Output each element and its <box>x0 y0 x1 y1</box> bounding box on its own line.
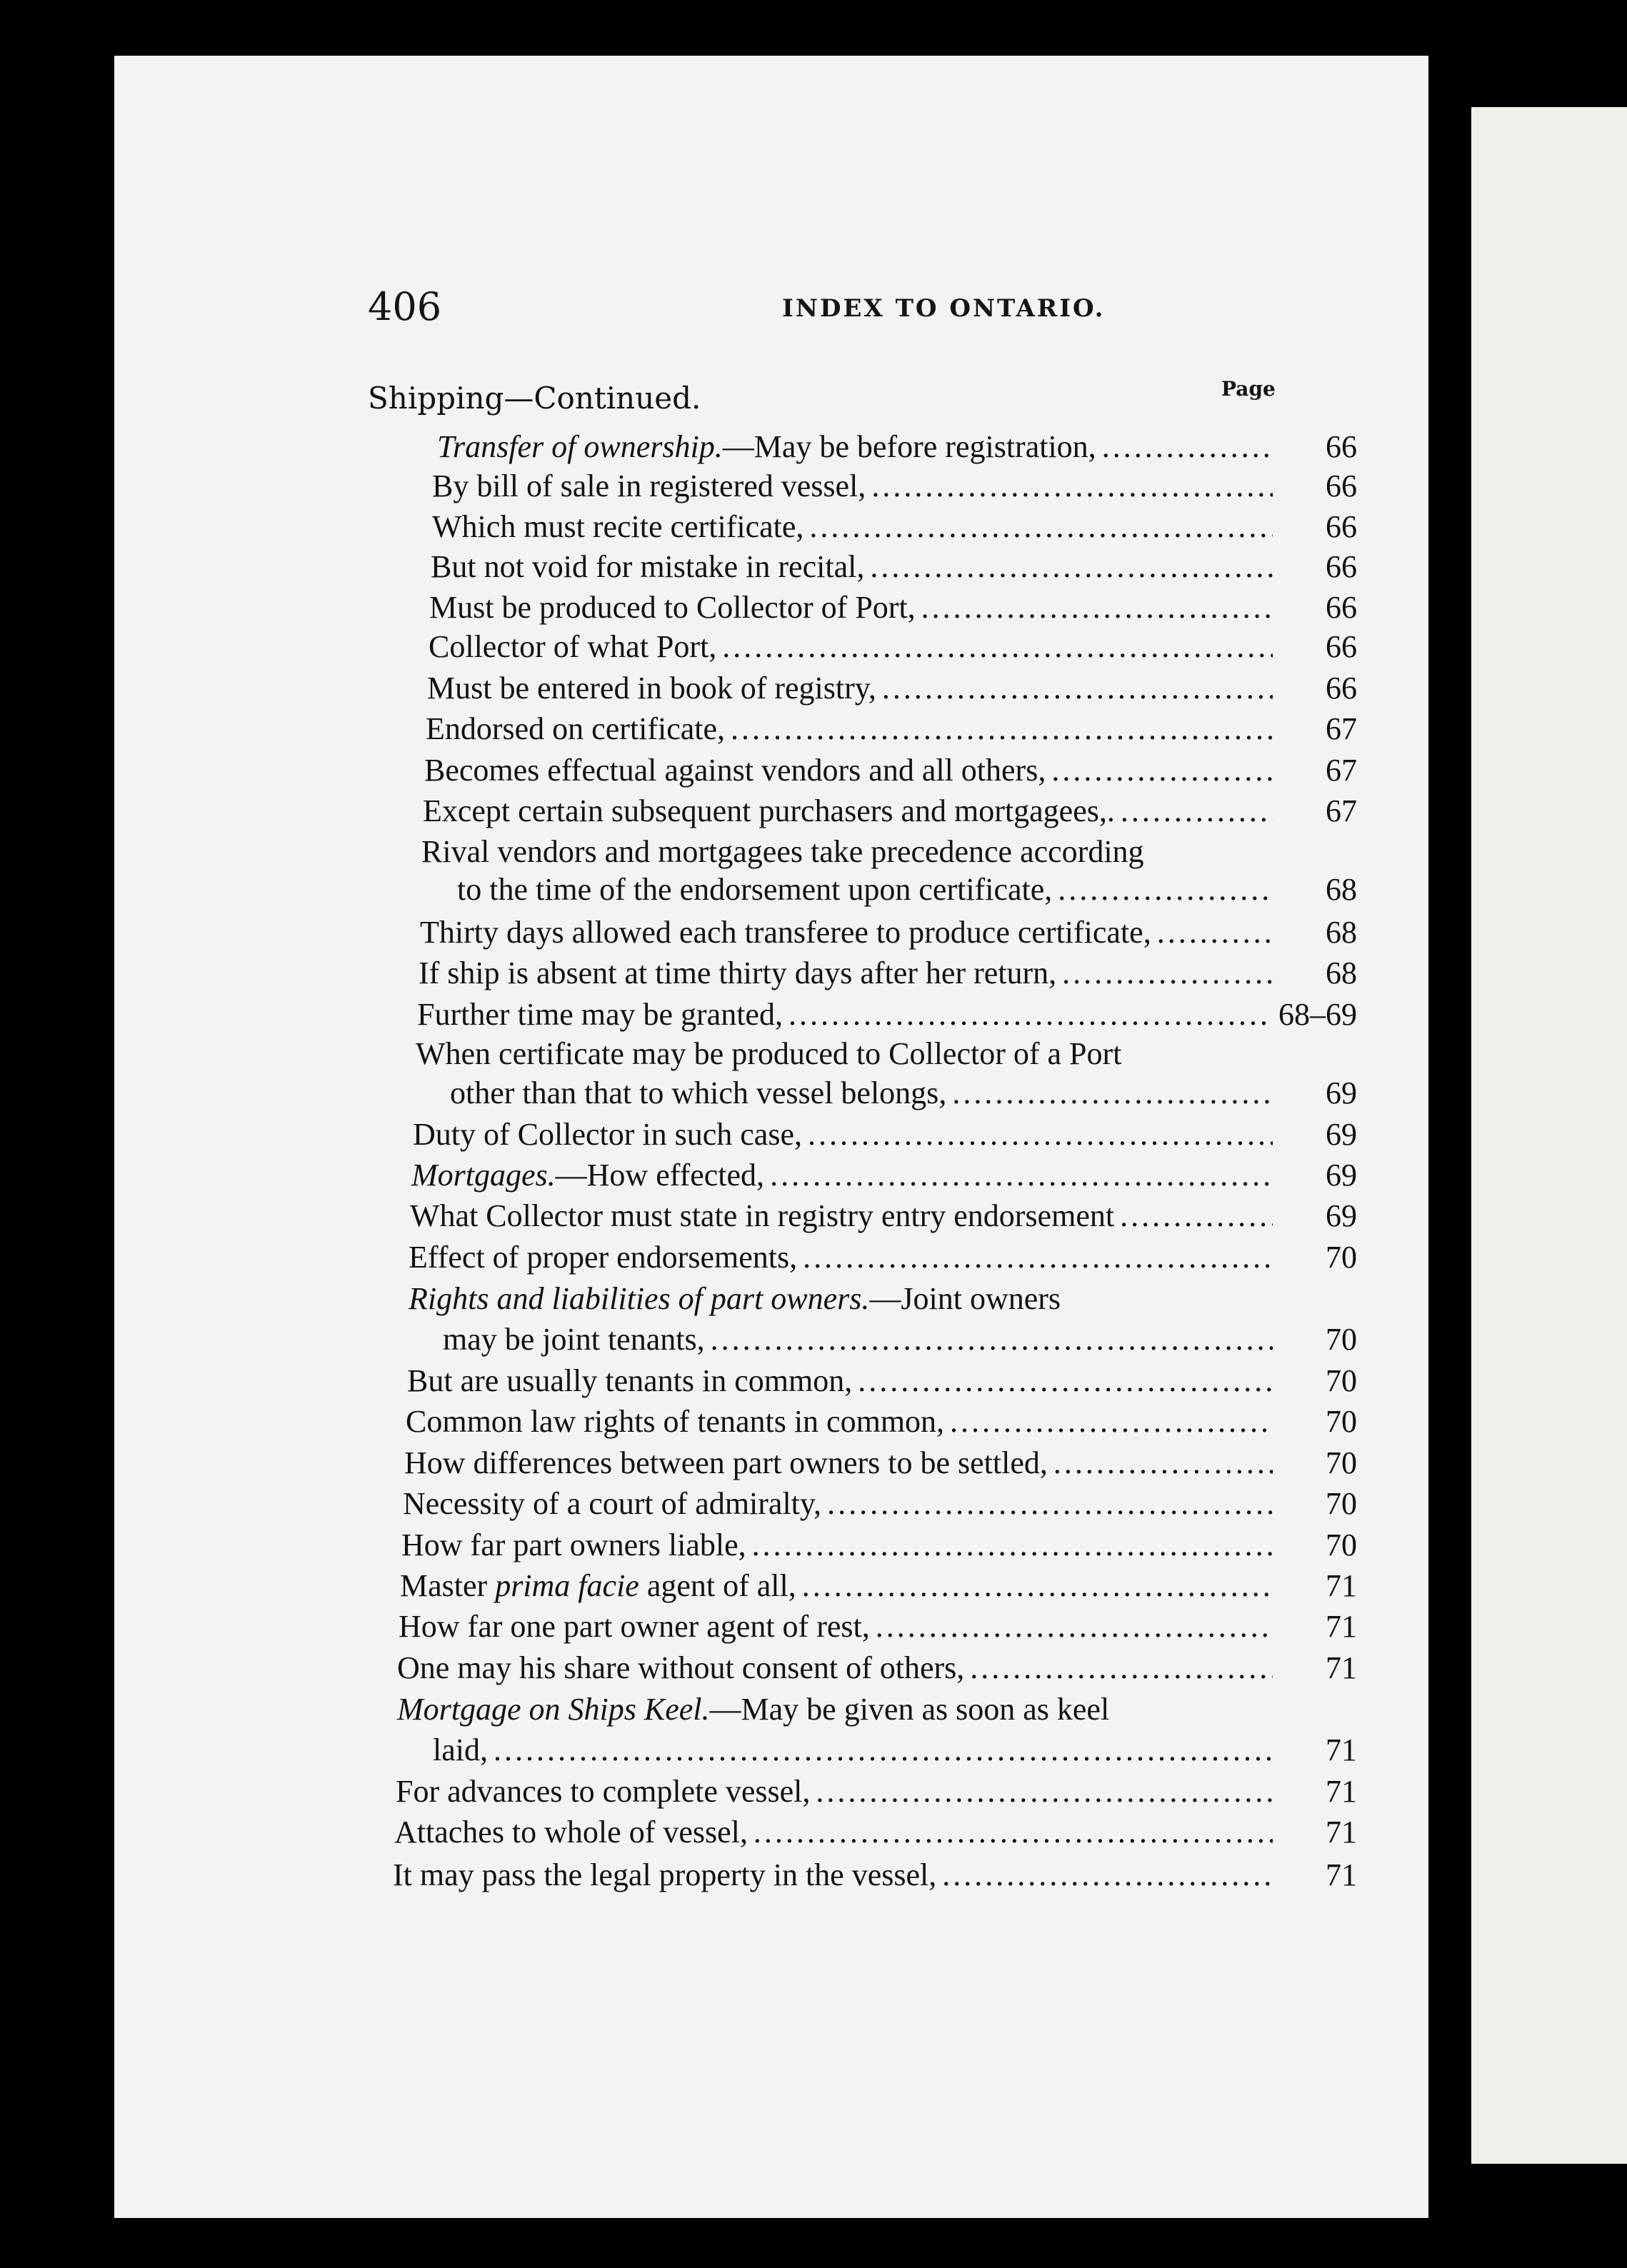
index-entry <box>411 1155 1357 1195</box>
entry-text <box>432 466 866 506</box>
entry-description: Which must recite certificate, <box>432 509 804 544</box>
dot-leader <box>711 1320 1273 1360</box>
index-entry <box>394 1812 1357 1852</box>
dot-leader <box>816 1772 1273 1812</box>
index-entry <box>397 1648 1357 1688</box>
entry-text <box>437 427 1096 467</box>
entry-page-number: 71 <box>1326 1650 1357 1685</box>
index-entry <box>423 791 1357 831</box>
index-entry <box>450 1073 1357 1113</box>
entry-page-number: 66 <box>1326 671 1357 706</box>
index-entry <box>443 1320 1357 1360</box>
entry-description: —How effected, <box>555 1158 765 1193</box>
entry-description: Collector of what Port, <box>429 629 717 664</box>
dot-leader <box>731 709 1273 749</box>
entry-text <box>409 1238 797 1278</box>
entry-page-number: 71 <box>1326 1609 1357 1644</box>
dot-leader <box>970 1648 1273 1688</box>
entry-text <box>421 832 1144 872</box>
index-entry <box>409 1238 1357 1278</box>
entry-italic-heading: Mortgage on Ships Keel. <box>397 1692 710 1727</box>
index-entry <box>427 668 1357 708</box>
dot-leader <box>1058 870 1273 910</box>
entry-description: One may his share without consent of others, <box>397 1650 965 1685</box>
book-page <box>114 56 1428 2218</box>
entry-text <box>410 1196 1114 1236</box>
entry-text <box>443 1320 705 1360</box>
entry-page-number: 70 <box>1326 1322 1357 1357</box>
entry-description: may be joint tenants, <box>443 1322 705 1357</box>
entry-description: Must be entered in book of registry, <box>427 671 876 706</box>
index-entry <box>429 588 1357 628</box>
dot-leader <box>876 1607 1273 1647</box>
entry-page-number: 67 <box>1326 753 1357 788</box>
entry-description: Duty of Collector in such case, <box>413 1117 802 1152</box>
index-entry <box>406 1402 1357 1442</box>
page-number: 406 <box>368 284 442 329</box>
entry-page-number: 66 <box>1326 509 1357 544</box>
entry-description: other than that to which vessel belongs, <box>450 1075 947 1110</box>
dot-leader <box>858 1361 1273 1401</box>
entry-text-prefix: Master <box>400 1568 496 1603</box>
entry-description: By bill of sale in registered vessel, <box>432 468 866 503</box>
section-heading: Shipping—Continued. <box>368 381 701 416</box>
entry-description: Attaches to whole of vessel, <box>394 1815 748 1850</box>
entry-description: It may pass the legal property in the vessel, <box>393 1857 937 1892</box>
page-column-label: Page <box>1221 377 1276 401</box>
entry-description: How far part owners liable, <box>401 1527 746 1562</box>
index-entry <box>432 507 1357 547</box>
entry-page-number: 66 <box>1326 629 1357 664</box>
dot-leader <box>1120 1196 1273 1236</box>
entry-page-number: 71 <box>1326 1774 1357 1809</box>
entry-description: agent of all, <box>639 1568 796 1603</box>
index-entry <box>413 1115 1357 1155</box>
index-entry <box>409 1279 1357 1319</box>
dot-leader <box>809 507 1273 547</box>
entry-text <box>406 1402 944 1442</box>
entry-page-number: 71 <box>1326 1815 1357 1850</box>
dot-leader <box>808 1115 1273 1155</box>
dot-leader <box>770 1155 1273 1195</box>
entry-italic-heading: prima facie <box>495 1568 639 1603</box>
entry-page-number: 70 <box>1326 1363 1357 1398</box>
entry-description: —May be before registration, <box>722 429 1096 464</box>
facing-page-edge <box>1471 107 1627 2164</box>
entry-text <box>399 1607 870 1647</box>
index-entry <box>419 953 1357 993</box>
entry-text <box>401 1525 746 1565</box>
entry-page-number: 70 <box>1326 1445 1357 1480</box>
entry-text <box>413 1115 802 1155</box>
entry-text <box>433 1730 488 1770</box>
entry-text <box>400 1566 796 1606</box>
entry-text <box>404 1443 1048 1483</box>
entry-page-number: 66 <box>1326 590 1357 625</box>
index-entry <box>404 1443 1357 1483</box>
entry-description: Except certain subsequent purchasers and mortgagees,. <box>423 793 1115 828</box>
dot-leader <box>722 627 1273 667</box>
entry-text <box>417 995 783 1035</box>
index-entry <box>407 1361 1357 1401</box>
index-entry <box>399 1607 1357 1647</box>
dot-leader <box>802 1566 1273 1606</box>
entry-description: to the time of the endorsement upon certificate, <box>457 872 1053 907</box>
entry-text <box>396 1772 810 1812</box>
entry-page-number: 69 <box>1326 1158 1357 1193</box>
dot-leader <box>952 1073 1273 1113</box>
entry-page-number: 71 <box>1326 1732 1357 1767</box>
entry-page-number: 67 <box>1326 793 1357 828</box>
dot-leader <box>789 995 1273 1035</box>
entry-italic-heading: Rights and liabilities of part owners. <box>409 1281 870 1316</box>
entry-page-number: 69 <box>1326 1117 1357 1152</box>
entry-description: Endorsed on certificate, <box>426 711 726 746</box>
entry-page-number: 69 <box>1326 1198 1357 1233</box>
running-title: INDEX TO ONTARIO. <box>782 294 1106 323</box>
entry-page-number: 68–69 <box>1278 997 1357 1032</box>
dot-leader <box>754 1812 1273 1852</box>
dot-leader <box>1053 1443 1273 1483</box>
entry-page-number: 71 <box>1326 1857 1357 1892</box>
entry-page-number: 70 <box>1326 1404 1357 1439</box>
entry-description: Must be produced to Collector of Port, <box>429 590 916 625</box>
entry-text <box>426 709 725 749</box>
entry-page-number: 68 <box>1326 872 1357 907</box>
index-entry <box>401 1525 1357 1565</box>
index-entry <box>426 709 1357 749</box>
entry-text <box>429 588 916 628</box>
entry-text <box>423 791 1115 831</box>
entry-page-number: 67 <box>1326 711 1357 746</box>
dot-leader <box>803 1238 1273 1278</box>
entry-description: What Collector must state in registry entry endorsement <box>410 1198 1115 1233</box>
entry-text <box>416 1034 1121 1074</box>
entry-italic-heading: Mortgages. <box>411 1158 556 1193</box>
entry-text <box>450 1073 946 1113</box>
entry-description: Common law rights of tenants in common, <box>406 1404 945 1439</box>
entry-description: How far one part owner agent of rest, <box>399 1609 870 1644</box>
dot-leader <box>1062 953 1273 993</box>
entry-text <box>432 507 804 547</box>
index-entry <box>424 751 1357 791</box>
dot-leader <box>870 547 1273 587</box>
entry-page-number: 70 <box>1326 1527 1357 1562</box>
entry-text <box>424 751 1046 791</box>
dot-leader <box>494 1730 1273 1770</box>
entry-text <box>431 547 864 587</box>
entry-description: Thirty days allowed each transferee to produce certificate, <box>420 915 1151 950</box>
entry-description: Rival vendors and mortgagees take precedence according <box>421 834 1144 869</box>
entry-text <box>403 1484 821 1524</box>
index-entry <box>417 995 1357 1035</box>
entry-description: How differences between part owners to be settled, <box>404 1445 1048 1480</box>
entry-page-number: 66 <box>1326 429 1357 464</box>
index-entry <box>393 1855 1357 1895</box>
index-entry <box>420 913 1357 953</box>
entry-italic-heading: Transfer of ownership. <box>437 429 723 464</box>
entry-page-number: 66 <box>1326 549 1357 584</box>
entry-description: If ship is absent at time thirty days after her return, <box>419 955 1057 990</box>
entry-description: Further time may be granted, <box>417 997 783 1032</box>
index-entry <box>416 1034 1357 1074</box>
dot-leader <box>1121 791 1273 831</box>
entry-page-number: 71 <box>1326 1568 1357 1603</box>
entry-description: Necessity of a court of admiralty, <box>403 1486 822 1521</box>
entry-text <box>420 913 1151 953</box>
entry-page-number: 68 <box>1326 955 1357 990</box>
dot-leader <box>950 1402 1273 1442</box>
dot-leader <box>827 1484 1273 1524</box>
index-entry <box>437 427 1357 467</box>
index-entry <box>396 1772 1357 1812</box>
entry-page-number: 70 <box>1326 1486 1357 1521</box>
entry-text <box>397 1690 1109 1730</box>
entry-page-number: 68 <box>1326 915 1357 950</box>
entry-text <box>409 1279 1061 1319</box>
index-entry <box>400 1566 1357 1606</box>
entry-description: When certificate may be produced to Collector of a Port <box>416 1036 1122 1071</box>
index-entry <box>410 1196 1357 1236</box>
dot-leader <box>921 588 1273 628</box>
entry-description: For advances to complete vessel, <box>396 1774 811 1809</box>
entry-page-number: 69 <box>1326 1075 1357 1110</box>
entry-text <box>407 1361 852 1401</box>
entry-description: But not void for mistake in recital, <box>431 549 865 584</box>
dot-leader <box>1102 427 1273 467</box>
index-entry <box>397 1690 1357 1730</box>
entry-text <box>457 870 1052 910</box>
entry-text <box>411 1155 764 1195</box>
index-entry <box>433 1730 1357 1770</box>
dot-leader <box>1157 913 1273 953</box>
dot-leader <box>882 668 1273 708</box>
entry-text <box>427 668 876 708</box>
index-entry <box>429 627 1357 667</box>
entry-description: laid, <box>433 1732 488 1767</box>
index-entry <box>421 832 1357 872</box>
entry-description: Becomes effectual against vendors and all others, <box>424 753 1046 788</box>
entry-page-number: 70 <box>1326 1240 1357 1275</box>
dot-leader <box>871 466 1273 506</box>
entry-description: Effect of proper endorsements, <box>409 1240 798 1275</box>
index-entry <box>403 1484 1357 1524</box>
entry-text <box>397 1648 964 1688</box>
entry-text <box>393 1855 936 1895</box>
entry-text <box>419 953 1056 993</box>
entry-description: —May be given as soon as keel <box>709 1692 1110 1727</box>
entry-text <box>429 627 716 667</box>
index-entry <box>432 466 1357 506</box>
entry-text <box>394 1812 748 1852</box>
dot-leader <box>752 1525 1273 1565</box>
entry-description: But are usually tenants in common, <box>407 1363 853 1398</box>
dot-leader <box>1051 751 1273 791</box>
dot-leader <box>942 1855 1273 1895</box>
index-entries <box>114 56 1428 2218</box>
entry-description: —Joint owners <box>869 1281 1061 1316</box>
index-entry <box>431 547 1357 587</box>
entry-page-number: 66 <box>1326 468 1357 503</box>
index-entry <box>457 870 1357 910</box>
